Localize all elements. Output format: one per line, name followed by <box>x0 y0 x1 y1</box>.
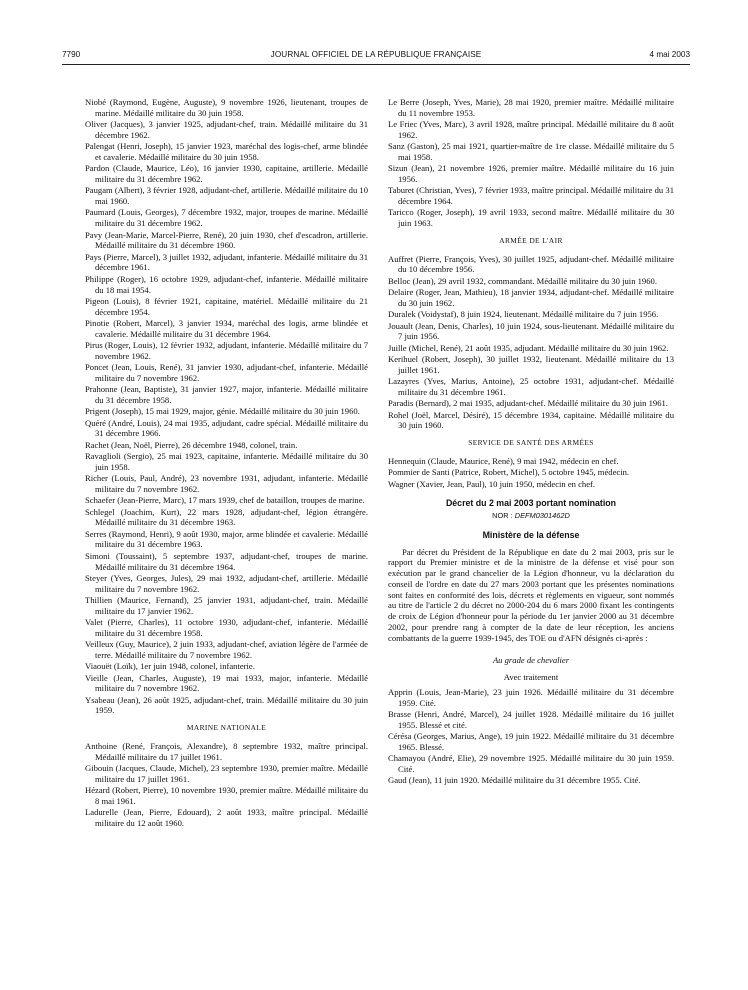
list-item: Thillien (Maurice, Fernand), 25 janvier 1931, adjudant-chef, train. Médaillé militaire du 17 janvier 1962. <box>85 595 368 616</box>
list-item: Pigeon (Louis), 8 février 1921, capitaine, matériel. Médaillé militaire du 21 décembre 1954. <box>85 295 368 317</box>
list-item: Sizun (Jean), 21 novembre 1926, premier maître. Médaillé militaire du 16 juin 1956. <box>388 163 674 185</box>
list-item: Cérésa (Georges, Marius, Ange), 19 juin 1922. Médaillé militaire du 31 décembre 1965. Blessé. <box>388 730 674 752</box>
list-item: Poncet (Jean, Louis, René), 31 janvier 1930, adjudant-chef, infanterie. Médaillé militaire du 7 novembre 1962. <box>85 362 368 383</box>
list-item: Hézard (Robert, Pierre), 10 novembre 1930, premier maître. Médaillé militaire du 8 mai 1961. <box>85 785 368 806</box>
list-item: Veilleux (Guy, Maurice), 2 juin 1933, adjudant-chef, aviation légère de l'armée de terre. Médaillé militaire du 7 novembre 1962. <box>85 639 368 660</box>
list-item: Gaud (Jean), 11 juin 1920. Médaillé militaire du 31 décembre 1955. Cité. <box>388 775 641 786</box>
list-item: Pinotie (Robert, Marcel), 3 janvier 1934, maréchal des logis, arme blindée et cavalerie. Médaillé militaire du 31 décembre 1964. <box>85 317 368 339</box>
list-item: Kerihuel (Robert, Joseph), 30 juillet 1932, lieutenant. Médaillé militaire du 13 juillet 1961. <box>388 354 674 375</box>
marine-entries-continued <box>388 97 674 229</box>
list-item: Serres (Raymond, Henri), 9 août 1930, major, arme blindée et cavalerie. Médaillé militaire du 31 décembre 1963. <box>85 528 368 550</box>
marine-entries <box>85 741 368 829</box>
list-item: Rachet (Jean, Noël, Pierre), 26 décembre 1948, colonel, train. <box>85 439 298 450</box>
list-item: Richer (Louis, Paul, André), 23 novembre 1931, adjudant, infanterie. Médaillé militaire du 7 novembre 1962. <box>85 473 368 494</box>
list-item: Wagner (Xavier, Jean, Paul), 10 juin 1950, médecin en chef. <box>388 478 596 489</box>
decree-nor: NOR : DEFM0301462D <box>492 511 570 520</box>
list-item: Quéré (André, Louis), 24 mai 1935, adjudant, cadre spécial. Médaillé militaire du 31 décembre 1966. <box>85 417 368 439</box>
list-item: Jouault (Jean, Denis, Charles), 10 juin 1924, sous-lieutenant. Médaillé militaire du 7 juin 1956. <box>388 320 674 342</box>
list-item: Delaire (Roger, Jean, Mathieu), 18 janvier 1934, adjudant-chef. Médaillé militaire du 30 juin 1962. <box>388 287 674 308</box>
chevalier-entries <box>388 687 674 786</box>
air-force-entries <box>388 254 674 431</box>
list-item: Sanz (Gaston), 25 mai 1921, quartier-maître de 1re classe. Médaillé militaire du 5 mai 1958. <box>388 141 674 162</box>
list-item: Viaouët (Loïk), 1er juin 1948, colonel, infanterie. <box>85 661 255 672</box>
list-item: Valet (Pierre, Charles), 11 octobre 1930, adjudant-chef, infanterie. Médaillé militaire du 31 décembre 1958. <box>85 617 368 638</box>
health-service-entries <box>388 456 674 489</box>
list-item: Schaefer (Jean-Pierre, Marc), 17 mars 1939, chef de bataillon, troupes de marine. <box>85 495 365 506</box>
page-header <box>62 50 690 64</box>
list-item: Chamayou (André, Elie), 29 novembre 1925. Médaillé militaire du 30 juin 1959. Cité. <box>388 753 674 774</box>
list-item: Pavy (Jean-Marie, Marcel-Pierre, René), 20 juin 1930, chef d'escadron, artillerie. Médaillé militaire du 31 décembre 1960. <box>85 229 368 251</box>
section-heading-marine: MARINE NATIONALE <box>186 723 267 733</box>
right-column <box>388 97 674 786</box>
list-item: Prigent (Joseph), 15 mai 1929, major, génie. Médaillé militaire du 30 juin 1960. <box>85 406 360 417</box>
journal-title: JOURNAL OFFICIEL DE LA RÉPUBLIQUE FRANÇAISE <box>270 50 482 59</box>
list-item: Juille (Michel, René), 21 août 1935, adjudant. Médaillé militaire du 30 juin 1962. <box>388 342 669 353</box>
list-item: Pardon (Claude, Maurice, Léo), 16 janvier 1930, capitaine, artillerie. Médaillé militaire du 31 décembre 1962. <box>85 163 368 185</box>
decree-paragraph: Par décret du Président de la République en date du 2 mai 2003, pris sur le rapport du Premier ministre et de la ministre de la défense et visé pour son exécution par le grand chancelier de la Légion d'honneur, vu la déclaration du conseil de l'ordre en date du 27 mars 2003 portant que les présentes nominations sont faites en conformité des lois, décrets et règlements en vigueur, sont nommés au titre de l'article 2 du décret no 2000-204 du 6 mars 2000 fixant les contingents de croix de Légion d'honneur pour la période du 1er janvier 2000 au 31 décembre 2002, pour prendre rang à compter de la date de leur réception, les anciens combattants de la guerre 1939-1945, des TOE ou d'AFN désignés ci-après : <box>388 546 674 643</box>
list-item: Auffret (Pierre, François, Yves), 30 juillet 1925, adjudant-chef. Médaillé militaire du 10 décembre 1956. <box>388 253 674 275</box>
list-item: Paugam (Albert), 3 février 1928, adjudant-chef, artillerie. Médaillé militaire du 10 mai 1960. <box>85 185 369 207</box>
list-item: Anthoine (René, François, Alexandre), 8 septembre 1932, maître principal. Médaillé militaire du 17 juillet 1961. <box>85 740 368 762</box>
issue-date: 4 mai 2003 <box>649 50 690 59</box>
ministry-heading: Ministère de la défense <box>482 529 580 540</box>
list-item: Belloc (Jean), 29 avril 1932, commandant. Médaillé militaire du 30 juin 1960. <box>388 275 657 286</box>
traitement-heading: Avec traitement <box>503 672 559 682</box>
list-item: Pommier de Santi (Patrice, Robert, Michel), 5 octobre 1945, médecin. <box>388 467 630 478</box>
list-item: Ladurelle (Jean, Pierre, Edouard), 2 août 1933, maître principal. Médaillé militaire du 12 août 1960. <box>85 807 368 828</box>
section-heading-sante: SERVICE DE SANTÉ DES ARMÉES <box>468 438 594 448</box>
list-item: Hennequin (Claude, Maurice, René), 9 mai 1942, médecin en chef. <box>388 455 619 466</box>
list-item: Niobé (Raymond, Eugène, Auguste), 9 novembre 1926, lieutenant, troupes de marine. Médaillé militaire du 30 juin 1958. <box>85 97 368 118</box>
list-item: Vieille (Jean, Charles, Auguste), 19 mai 1933, major, infanterie. Médaillé militaire du 7 novembre 1962. <box>85 672 368 694</box>
list-item: Simoni (Toussaint), 5 septembre 1937, adjudant-chef, troupes de marine. Médaillé militaire du 31 décembre 1964. <box>85 550 368 572</box>
list-item: Ysabeau (Jean), 26 août 1925, adjudant-chef, train. Médaillé militaire du 30 juin 1959. <box>85 694 368 716</box>
list-item: Paumard (Louis, Georges), 7 décembre 1932, major, troupes de marine. Médaillé militaire du 31 décembre 1962. <box>85 207 368 229</box>
list-item: Le Friec (Yves, Marc), 3 avril 1928, maître principal. Médaillé militaire du 8 août 1962. <box>388 119 674 140</box>
list-item: Oliver (Jacques), 3 janvier 1925, adjudant-chef, train. Médaillé militaire du 31 décembre 1962. <box>85 119 368 140</box>
army-entries <box>85 97 368 716</box>
decree-title: Décret du 2 mai 2003 portant nomination <box>445 498 617 509</box>
list-item: Le Berre (Joseph, Yves, Marie), 28 mai 1920, premier maître. Médaillé militaire du 11 novembre 1953. <box>388 97 674 118</box>
list-item: Brasse (Henri, André, Marcel), 24 juillet 1928. Médaillé militaire du 16 juillet 1955. Blessé et cité. <box>388 708 674 730</box>
left-column <box>85 97 368 829</box>
list-item: Lazayres (Yves, Marius, Antoine), 25 octobre 1931, adjudant-chef. Médaillé militaire du 31 décembre 1961. <box>388 376 674 397</box>
nor-code: DEFM0301462D <box>514 511 570 520</box>
list-item: Gibouin (Jacques, Claude, Michel), 23 septembre 1930, premier maître. Médaillé militaire du 17 juillet 1961. <box>85 763 368 784</box>
list-item: Palengat (Henri, Joseph), 15 janvier 1923, maréchal des logis-chef, arme blindée et cavalerie. Médaillé militaire du 30 juin 1958. <box>85 141 368 162</box>
list-item: Philippe (Roger), 16 octobre 1929, adjudant-chef, infanterie. Médaillé militaire du 18 mai 1954. <box>85 273 368 295</box>
list-item: Ravaglioli (Sergio), 25 mai 1923, capitaine, infanterie. Médaillé militaire du 30 juin 1958. <box>85 451 368 472</box>
section-heading-air: ARMÉE DE L'AIR <box>499 235 563 245</box>
list-item: Schlegel (Joachim, Kurt), 22 mars 1928, adjudant-chef, légion étrangère. Médaillé militaire du 31 décembre 1963. <box>85 506 368 528</box>
list-item: Taburet (Christian, Yves), 7 février 1933, maître principal. Médaillé militaire du 31 décembre 1964. <box>388 185 674 207</box>
page-number: 7790 <box>62 50 81 59</box>
list-item: Rohel (Joël, Marcel, Désiré), 15 décembre 1934, capitaine. Médaillé militaire du 30 juin 1960. <box>388 409 674 431</box>
list-item: Pirus (Roger, Louis), 12 février 1932, adjudant, infanterie. Médaillé militaire du 7 novembre 1962. <box>85 340 368 361</box>
list-item: Apprin (Louis, Jean-Marie), 23 juin 1926. Médaillé militaire du 31 décembre 1959. Cité. <box>388 686 674 708</box>
list-item: Duralek (Voidystaf), 8 juin 1924, lieutenant. Médaillé militaire du 7 juin 1956. <box>388 309 659 320</box>
grade-heading: Au grade de chevalier <box>492 655 570 666</box>
list-item: Prahonne (Jean, Baptiste), 31 janvier 1927, major, infanterie. Médaillé militaire du 31 décembre 1958. <box>85 384 368 405</box>
header-rule <box>62 64 690 65</box>
list-item: Paradis (Bernard), 2 mai 1935, adjudant-chef. Médaillé militaire du 30 juin 1961. <box>388 398 668 409</box>
list-item: Pays (Pierre, Marcel), 3 juillet 1932, adjudant, infanterie. Médaillé militaire du 31 décembre 1961. <box>85 251 368 273</box>
list-item: Steyer (Yves, Georges, Jules), 29 mai 1932, adjudant-chef, artillerie. Médaillé militaire du 7 novembre 1962. <box>85 572 368 594</box>
list-item: Taricco (Roger, Joseph), 19 avril 1933, second maître. Médaillé militaire du 30 juin 1963. <box>388 207 674 229</box>
